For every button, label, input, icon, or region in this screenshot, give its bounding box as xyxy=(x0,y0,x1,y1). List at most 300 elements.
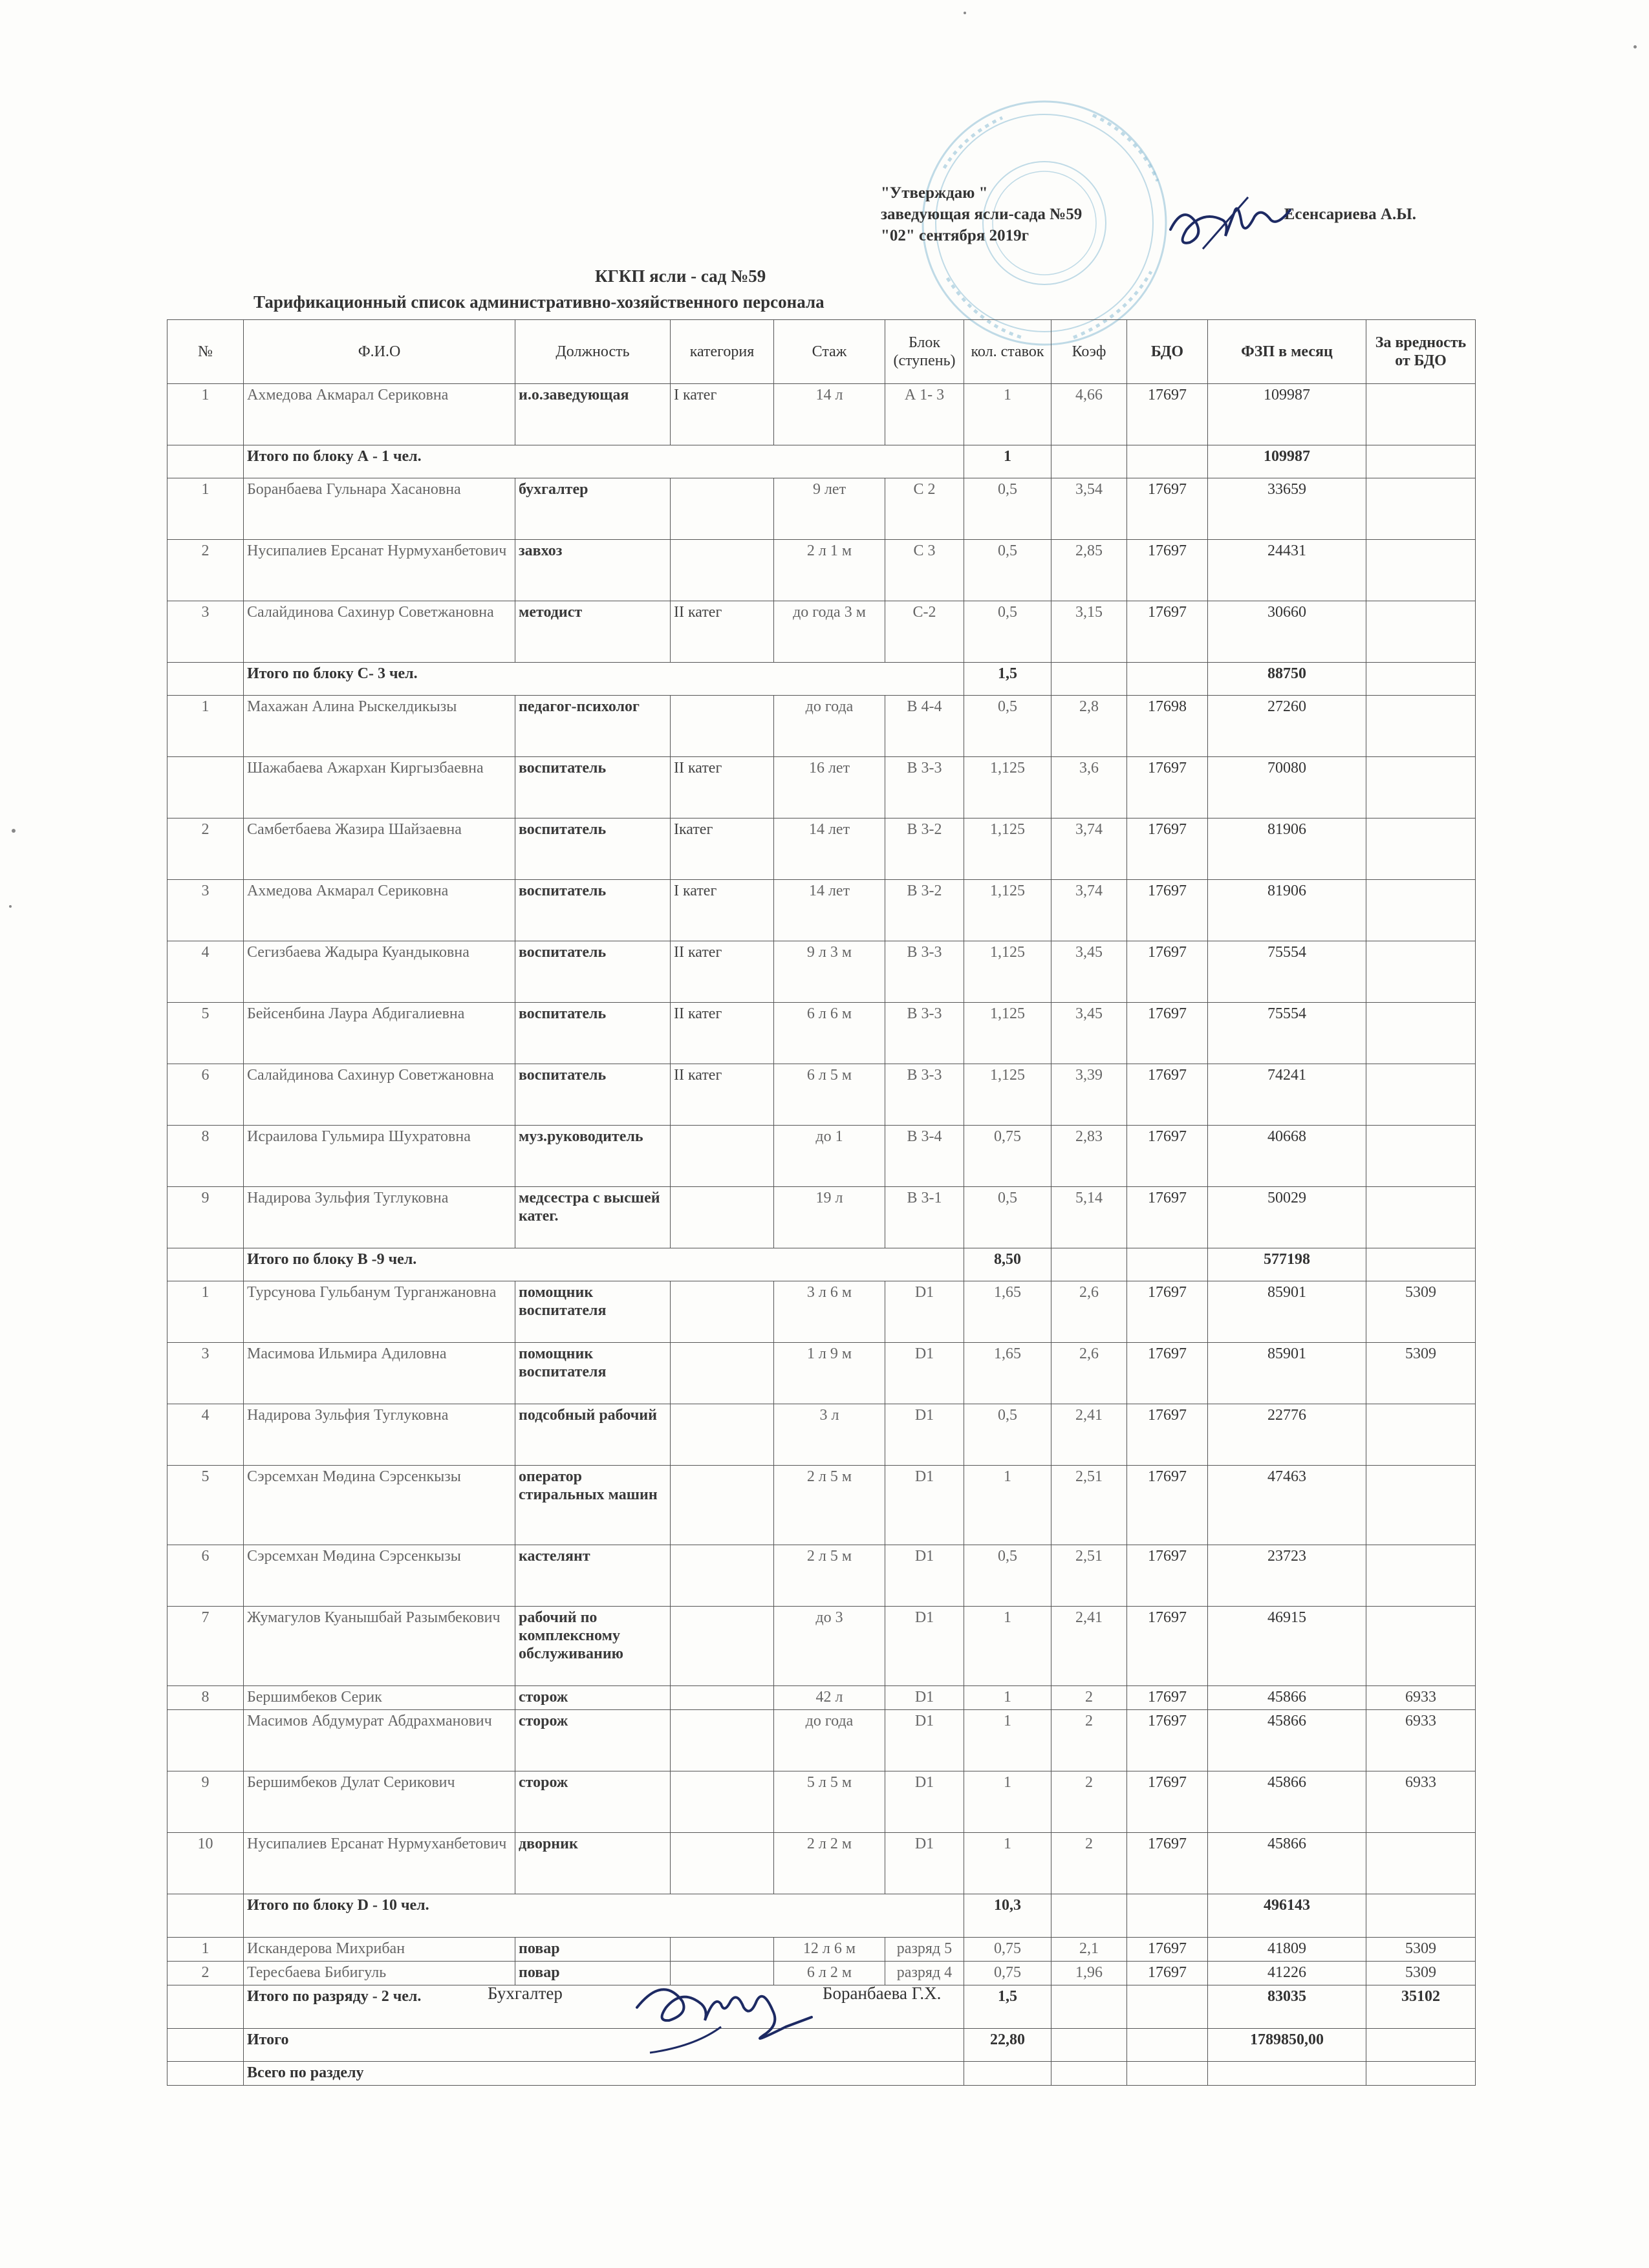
cell-rates: 0,5 xyxy=(964,540,1051,601)
cell-empty xyxy=(1127,445,1208,478)
cell-hazard xyxy=(1366,1545,1476,1607)
approval-title: "Утверждаю " xyxy=(881,184,988,202)
cell-experience: 1 л 9 м xyxy=(774,1343,885,1404)
cell-block: В 3-2 xyxy=(885,818,964,880)
cell-fio: Сэрсемхан Мөдина Сэрсенкызы xyxy=(244,1466,515,1545)
cell-category xyxy=(671,1404,774,1466)
table-row xyxy=(167,1003,1476,1064)
cell-bdo: 17697 xyxy=(1127,1710,1208,1771)
table-row xyxy=(167,1187,1476,1248)
cell-fio: Махажан Алина Рыскелдикызы xyxy=(244,696,515,757)
cell-hazard: 5309 xyxy=(1366,1962,1476,1985)
cell-empty xyxy=(167,2062,244,2086)
subtotal-fzp: 496143 xyxy=(1208,1894,1366,1938)
cell-block: В 3-3 xyxy=(885,757,964,818)
cell-experience: 14 лет xyxy=(774,880,885,941)
cell-block: D1 xyxy=(885,1710,964,1771)
accountant-signature xyxy=(624,1949,818,2066)
cell-empty xyxy=(1051,445,1127,478)
cell-num: 1 xyxy=(167,384,244,445)
cell-fio: Шажабаева Ажархан Киргызбаевна xyxy=(244,757,515,818)
subtotal-rates: 1,5 xyxy=(964,1985,1051,2029)
cell-block: С-2 xyxy=(885,601,964,663)
subtotal-rates: 10,3 xyxy=(964,1894,1051,1938)
cell-position: сторож xyxy=(515,1710,671,1771)
table-row xyxy=(167,1686,1476,1710)
subtotal-hazard xyxy=(1366,2029,1476,2062)
cell-bdo: 17697 xyxy=(1127,1607,1208,1686)
cell-rates: 1 xyxy=(964,1771,1051,1833)
header-position: Должность xyxy=(515,320,671,384)
cell-position: оператор стиральных машин xyxy=(515,1466,671,1545)
subtotal-label: Итого xyxy=(244,2029,964,2062)
cell-hazard xyxy=(1366,1404,1476,1466)
cell-position: воспитатель xyxy=(515,757,671,818)
cell-hazard: 6933 xyxy=(1366,1686,1476,1710)
cell-empty xyxy=(1127,1894,1208,1938)
cell-position: сторож xyxy=(515,1771,671,1833)
cell-fzp: 81906 xyxy=(1208,880,1366,941)
director-signature xyxy=(1164,184,1293,262)
subtotal-hazard xyxy=(1366,445,1476,478)
subtotal-row xyxy=(167,663,1476,696)
cell-fzp: 75554 xyxy=(1208,941,1366,1003)
cell-num xyxy=(167,757,244,818)
cell-position: и.о.заведующая xyxy=(515,384,671,445)
cell-experience: 2 л 5 м xyxy=(774,1545,885,1607)
cell-experience: 6 л 2 м xyxy=(774,1962,885,1985)
cell-empty xyxy=(167,1894,244,1938)
signature-role: Бухгалтер xyxy=(488,1984,563,2003)
header-category: категория xyxy=(671,320,774,384)
subtotal-label: Итого по разряду - 2 чел. xyxy=(244,1985,964,2029)
cell-rates: 1,125 xyxy=(964,880,1051,941)
table-row xyxy=(167,384,1476,445)
cell-block: В 4-4 xyxy=(885,696,964,757)
cell-num: 2 xyxy=(167,818,244,880)
cell-category xyxy=(671,478,774,540)
table-row xyxy=(167,696,1476,757)
cell-rates: 0,75 xyxy=(964,1126,1051,1187)
cell-bdo: 17697 xyxy=(1127,880,1208,941)
cell-fio: Надирова Зульфия Туглуковна xyxy=(244,1187,515,1248)
table-row xyxy=(167,1938,1476,1962)
cell-empty xyxy=(167,1248,244,1281)
cell-coef: 5,14 xyxy=(1051,1187,1127,1248)
cell-coef: 4,66 xyxy=(1051,384,1127,445)
cell-coef: 3,54 xyxy=(1051,478,1127,540)
cell-block: А 1- 3 xyxy=(885,384,964,445)
cell-experience: 2 л 1 м xyxy=(774,540,885,601)
header-bdo: БДО xyxy=(1127,320,1208,384)
cell-rates: 1,125 xyxy=(964,757,1051,818)
cell-coef: 1,96 xyxy=(1051,1962,1127,1985)
cell-coef: 2,51 xyxy=(1051,1545,1127,1607)
cell-position: повар xyxy=(515,1962,671,1985)
header-coef: Коэф xyxy=(1051,320,1127,384)
cell-hazard xyxy=(1366,540,1476,601)
cell-experience: до года xyxy=(774,696,885,757)
cell-bdo: 17697 xyxy=(1127,384,1208,445)
subtotal-fzp: 577198 xyxy=(1208,1248,1366,1281)
cell-position: подсобный рабочий xyxy=(515,1404,671,1466)
subtotal-label: Всего по разделу xyxy=(244,2062,964,2086)
header-hazard: За вредность от БДО xyxy=(1366,320,1476,384)
cell-category xyxy=(671,1710,774,1771)
cell-position: медсестра с высшей катег. xyxy=(515,1187,671,1248)
cell-coef: 3,45 xyxy=(1051,1003,1127,1064)
subtotal-rates xyxy=(964,2062,1051,2086)
cell-block: D1 xyxy=(885,1607,964,1686)
cell-bdo: 17697 xyxy=(1127,1962,1208,1985)
cell-position: сторож xyxy=(515,1686,671,1710)
cell-coef: 2 xyxy=(1051,1686,1127,1710)
cell-experience: до 1 xyxy=(774,1126,885,1187)
cell-category xyxy=(671,1833,774,1894)
cell-num: 1 xyxy=(167,696,244,757)
cell-position: завхоз xyxy=(515,540,671,601)
cell-hazard xyxy=(1366,880,1476,941)
cell-rates: 1 xyxy=(964,1833,1051,1894)
cell-block: В 3-3 xyxy=(885,1064,964,1126)
cell-category: II катег xyxy=(671,757,774,818)
cell-fio: Надирова Зульфия Туглуковна xyxy=(244,1404,515,1466)
table-row xyxy=(167,1064,1476,1126)
cell-fzp: 41226 xyxy=(1208,1962,1366,1985)
cell-category: II катег xyxy=(671,1003,774,1064)
cell-num: 1 xyxy=(167,1938,244,1962)
cell-num: 6 xyxy=(167,1545,244,1607)
cell-category: I катег xyxy=(671,880,774,941)
cell-bdo: 17697 xyxy=(1127,1545,1208,1607)
cell-block: D1 xyxy=(885,1686,964,1710)
cell-fzp: 50029 xyxy=(1208,1187,1366,1248)
header-num: № xyxy=(167,320,244,384)
cell-experience: 2 л 5 м xyxy=(774,1466,885,1545)
cell-coef: 3,6 xyxy=(1051,757,1127,818)
tariff-table xyxy=(167,319,1476,2086)
cell-category xyxy=(671,1466,774,1545)
cell-bdo: 17697 xyxy=(1127,478,1208,540)
subtotal-hazard xyxy=(1366,2062,1476,2086)
cell-bdo: 17697 xyxy=(1127,757,1208,818)
cell-fzp: 70080 xyxy=(1208,757,1366,818)
cell-block: D1 xyxy=(885,1343,964,1404)
cell-fio: Ахмедова Акмарал Сериковна xyxy=(244,880,515,941)
cell-bdo: 17697 xyxy=(1127,1343,1208,1404)
cell-fio: Жумагулов Куанышбай Разымбекович xyxy=(244,1607,515,1686)
cell-fzp: 23723 xyxy=(1208,1545,1366,1607)
cell-rates: 1 xyxy=(964,1686,1051,1710)
cell-num: 9 xyxy=(167,1187,244,1248)
cell-fzp: 81906 xyxy=(1208,818,1366,880)
cell-fzp: 47463 xyxy=(1208,1466,1366,1545)
cell-position: рабочий по комплексному обслуживанию xyxy=(515,1607,671,1686)
subtotal-hazard: 35102 xyxy=(1366,1985,1476,2029)
cell-coef: 2,1 xyxy=(1051,1938,1127,1962)
cell-fio: Салайдинова Сахинур Советжановна xyxy=(244,1064,515,1126)
cell-fzp: 75554 xyxy=(1208,1003,1366,1064)
cell-position: воспитатель xyxy=(515,1003,671,1064)
cell-bdo: 17697 xyxy=(1127,540,1208,601)
cell-bdo: 17697 xyxy=(1127,1187,1208,1248)
cell-fio: Масимов Абдумурат Абдрахманович xyxy=(244,1710,515,1771)
table-row xyxy=(167,1833,1476,1894)
cell-position: методист xyxy=(515,601,671,663)
cell-empty xyxy=(1051,1985,1127,2029)
table-row xyxy=(167,1281,1476,1343)
cell-experience: 16 лет xyxy=(774,757,885,818)
cell-block: D1 xyxy=(885,1281,964,1343)
cell-fio: Бершимбеков Серик xyxy=(244,1686,515,1710)
header-fzp: ФЗП в месяц xyxy=(1208,320,1366,384)
cell-rates: 0,75 xyxy=(964,1962,1051,1985)
cell-experience: 9 л 3 м xyxy=(774,941,885,1003)
cell-bdo: 17697 xyxy=(1127,941,1208,1003)
cell-bdo: 17697 xyxy=(1127,1003,1208,1064)
cell-category xyxy=(671,1281,774,1343)
cell-num: 6 xyxy=(167,1064,244,1126)
cell-fzp: 40668 xyxy=(1208,1126,1366,1187)
cell-rates: 1,65 xyxy=(964,1343,1051,1404)
cell-empty xyxy=(1127,663,1208,696)
table-row xyxy=(167,1771,1476,1833)
cell-rates: 1,125 xyxy=(964,1003,1051,1064)
subtotal-label: Итого по блоку С- 3 чел. xyxy=(244,663,964,696)
cell-category xyxy=(671,1607,774,1686)
subtotal-row xyxy=(167,2062,1476,2086)
table-row xyxy=(167,601,1476,663)
cell-experience: 3 л xyxy=(774,1404,885,1466)
cell-bdo: 17697 xyxy=(1127,818,1208,880)
cell-coef: 3,74 xyxy=(1051,880,1127,941)
cell-num: 7 xyxy=(167,1607,244,1686)
table-row xyxy=(167,1710,1476,1771)
subtotal-row xyxy=(167,445,1476,478)
cell-bdo: 17697 xyxy=(1127,601,1208,663)
cell-fio: Искандерова Михрибан xyxy=(244,1938,515,1962)
cell-block: разряд 5 xyxy=(885,1938,964,1962)
subtotal-row xyxy=(167,1894,1476,1938)
cell-position: помощник воспитателя xyxy=(515,1281,671,1343)
subtotal-fzp: 109987 xyxy=(1208,445,1366,478)
cell-rates: 0,75 xyxy=(964,1938,1051,1962)
table-row xyxy=(167,1607,1476,1686)
table-row xyxy=(167,1343,1476,1404)
cell-rates: 1,125 xyxy=(964,818,1051,880)
subtotal-rates: 22,80 xyxy=(964,2029,1051,2062)
cell-bdo: 17697 xyxy=(1127,1686,1208,1710)
subtotal-fzp: 1789850,00 xyxy=(1208,2029,1366,2062)
subtotal-row xyxy=(167,1985,1476,2029)
cell-fzp: 45866 xyxy=(1208,1686,1366,1710)
cell-fzp: 46915 xyxy=(1208,1607,1366,1686)
cell-num: 10 xyxy=(167,1833,244,1894)
cell-coef: 2,6 xyxy=(1051,1281,1127,1343)
cell-experience: 9 лет xyxy=(774,478,885,540)
cell-block: В 3-1 xyxy=(885,1187,964,1248)
subtotal-label: Итого по блоку В -9 чел. xyxy=(244,1248,964,1281)
cell-fzp: 27260 xyxy=(1208,696,1366,757)
cell-category xyxy=(671,540,774,601)
cell-fio: Турсунова Гульбанум Турганжановна xyxy=(244,1281,515,1343)
cell-num: 3 xyxy=(167,880,244,941)
cell-fzp: 30660 xyxy=(1208,601,1366,663)
cell-rates: 0,5 xyxy=(964,601,1051,663)
cell-fzp: 33659 xyxy=(1208,478,1366,540)
cell-experience: 42 л xyxy=(774,1686,885,1710)
cell-coef: 3,39 xyxy=(1051,1064,1127,1126)
cell-experience: 5 л 5 м xyxy=(774,1771,885,1833)
approval-date: "02" сентября 2019г xyxy=(881,227,1029,244)
cell-fio: Боранбаева Гульнара Хасановна xyxy=(244,478,515,540)
cell-block: D1 xyxy=(885,1466,964,1545)
cell-block: В 3-3 xyxy=(885,1003,964,1064)
cell-category xyxy=(671,1126,774,1187)
cell-rates: 1,125 xyxy=(964,941,1051,1003)
table-row xyxy=(167,1466,1476,1545)
cell-block: В 3-4 xyxy=(885,1126,964,1187)
cell-fio: Салайдинова Сахинур Советжановна xyxy=(244,601,515,663)
header-rates: кол. ставок xyxy=(964,320,1051,384)
cell-fzp: 45866 xyxy=(1208,1833,1366,1894)
cell-num: 4 xyxy=(167,941,244,1003)
cell-bdo: 17697 xyxy=(1127,1833,1208,1894)
cell-hazard xyxy=(1366,1187,1476,1248)
table-row xyxy=(167,478,1476,540)
cell-fzp: 45866 xyxy=(1208,1771,1366,1833)
cell-hazard xyxy=(1366,1126,1476,1187)
cell-block: D1 xyxy=(885,1545,964,1607)
cell-empty xyxy=(167,445,244,478)
cell-empty xyxy=(167,2029,244,2062)
cell-fzp: 74241 xyxy=(1208,1064,1366,1126)
table-row xyxy=(167,1545,1476,1607)
cell-category: II катег xyxy=(671,601,774,663)
cell-rates: 1 xyxy=(964,384,1051,445)
cell-empty xyxy=(1127,1248,1208,1281)
cell-category xyxy=(671,1771,774,1833)
cell-num: 8 xyxy=(167,1126,244,1187)
cell-num: 1 xyxy=(167,478,244,540)
cell-coef: 2,41 xyxy=(1051,1404,1127,1466)
cell-bdo: 17697 xyxy=(1127,1466,1208,1545)
cell-category xyxy=(671,696,774,757)
cell-coef: 2 xyxy=(1051,1833,1127,1894)
document-subtitle: Тарификационный список административно-хозяйственного персонала xyxy=(253,292,824,312)
cell-fzp: 24431 xyxy=(1208,540,1366,601)
cell-experience: 2 л 2 м xyxy=(774,1833,885,1894)
cell-position: педагог-психолог xyxy=(515,696,671,757)
cell-empty xyxy=(1051,2029,1127,2062)
cell-bdo: 17697 xyxy=(1127,1281,1208,1343)
cell-bdo: 17697 xyxy=(1127,1404,1208,1466)
cell-hazard: 6933 xyxy=(1366,1771,1476,1833)
cell-empty xyxy=(1051,2062,1127,2086)
approval-name: Есенсариева А.Ы. xyxy=(1284,206,1416,223)
cell-experience: 3 л 6 м xyxy=(774,1281,885,1343)
cell-fio: Самбетбаева Жазира Шайзаевна xyxy=(244,818,515,880)
cell-rates: 1 xyxy=(964,1607,1051,1686)
cell-hazard xyxy=(1366,818,1476,880)
cell-position: кастелянт xyxy=(515,1545,671,1607)
cell-coef: 2,8 xyxy=(1051,696,1127,757)
cell-rates: 0,5 xyxy=(964,1545,1051,1607)
cell-empty xyxy=(1051,1894,1127,1938)
cell-experience: 14 лет xyxy=(774,818,885,880)
cell-block: разряд 4 xyxy=(885,1962,964,1985)
header-fio: Ф.И.О xyxy=(244,320,515,384)
cell-fio: Масимова Ильмира Адиловна xyxy=(244,1343,515,1404)
header-experience: Стаж xyxy=(774,320,885,384)
table-row xyxy=(167,1126,1476,1187)
cell-num: 5 xyxy=(167,1466,244,1545)
subtotal-fzp xyxy=(1208,2062,1366,2086)
cell-experience: 6 л 5 м xyxy=(774,1064,885,1126)
cell-experience: 19 л xyxy=(774,1187,885,1248)
cell-block: В 3-2 xyxy=(885,880,964,941)
cell-hazard xyxy=(1366,601,1476,663)
cell-position: воспитатель xyxy=(515,880,671,941)
cell-coef: 2 xyxy=(1051,1710,1127,1771)
cell-category xyxy=(671,1343,774,1404)
cell-block: В 3-3 xyxy=(885,941,964,1003)
cell-category: II катег xyxy=(671,1064,774,1126)
cell-fio: Нусипалиев Ерсанат Нурмуханбетович xyxy=(244,540,515,601)
cell-hazard: 5309 xyxy=(1366,1938,1476,1962)
table-body xyxy=(167,384,1476,2086)
cell-category xyxy=(671,1187,774,1248)
cell-hazard xyxy=(1366,478,1476,540)
table-row xyxy=(167,880,1476,941)
cell-experience: 14 л xyxy=(774,384,885,445)
subtotal-rates: 8,50 xyxy=(964,1248,1051,1281)
cell-experience: до 3 xyxy=(774,1607,885,1686)
cell-rates: 1,65 xyxy=(964,1281,1051,1343)
cell-rates: 1 xyxy=(964,1466,1051,1545)
subtotal-hazard xyxy=(1366,1248,1476,1281)
cell-position: муз.руководитель xyxy=(515,1126,671,1187)
cell-position: воспитатель xyxy=(515,1064,671,1126)
cell-coef: 3,45 xyxy=(1051,941,1127,1003)
cell-num: 2 xyxy=(167,1962,244,1985)
subtotal-hazard xyxy=(1366,663,1476,696)
signature-name: Боранбаева Г.Х. xyxy=(823,1984,942,2003)
cell-coef: 2,83 xyxy=(1051,1126,1127,1187)
subtotal-rates: 1 xyxy=(964,445,1051,478)
cell-fzp: 41809 xyxy=(1208,1938,1366,1962)
cell-hazard xyxy=(1366,1064,1476,1126)
subtotal-fzp: 83035 xyxy=(1208,1985,1366,2029)
cell-hazard: 5309 xyxy=(1366,1343,1476,1404)
cell-bdo: 17697 xyxy=(1127,1938,1208,1962)
cell-category xyxy=(671,1545,774,1607)
cell-block: С 3 xyxy=(885,540,964,601)
cell-fio: Тересбаева Бибигуль xyxy=(244,1962,515,1985)
cell-category xyxy=(671,1686,774,1710)
cell-num: 8 xyxy=(167,1686,244,1710)
cell-block: D1 xyxy=(885,1833,964,1894)
table-row xyxy=(167,540,1476,601)
table-row xyxy=(167,757,1476,818)
cell-position: дворник xyxy=(515,1833,671,1894)
cell-num xyxy=(167,1710,244,1771)
table-row xyxy=(167,941,1476,1003)
cell-coef: 2,85 xyxy=(1051,540,1127,601)
cell-hazard xyxy=(1366,1833,1476,1894)
cell-empty xyxy=(167,1985,244,2029)
cell-num: 9 xyxy=(167,1771,244,1833)
